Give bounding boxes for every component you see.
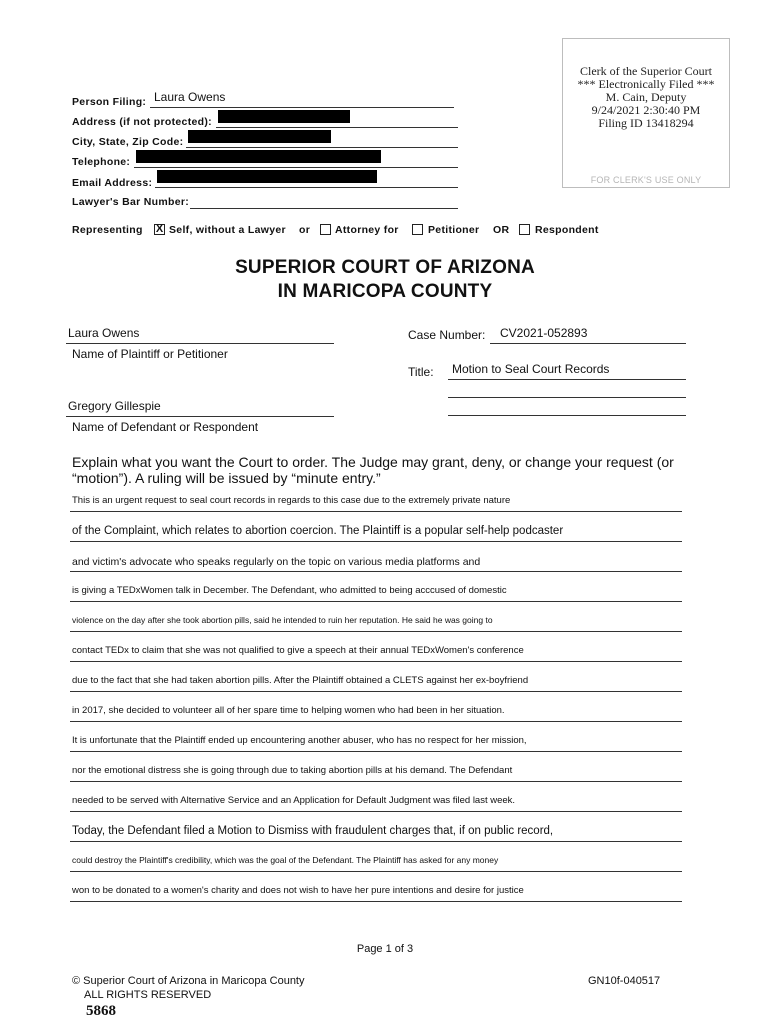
case-number-line (490, 343, 686, 344)
petitioner-label: Petitioner (428, 224, 480, 236)
self-without-lawyer-label: Self, without a Lawyer (169, 224, 286, 236)
person-filing-value: Laura Owens (154, 90, 226, 104)
bar-number-line (190, 208, 458, 209)
clerk-line: M. Cain, Deputy (605, 90, 687, 104)
telephone-label: Telephone: (72, 156, 131, 168)
email-label: Email Address: (72, 177, 153, 189)
motion-rule (70, 541, 682, 542)
city-state-zip-label: City, State, Zip Code: (72, 136, 184, 148)
title-line-1 (448, 379, 686, 380)
motion-text-line: This is an urgent request to seal court records in regards to this case due to the extremely private nature (72, 495, 511, 506)
plaintiff-name: Laura Owens (68, 326, 140, 340)
motion-rule (70, 901, 682, 902)
case-number-label: Case Number: (408, 328, 486, 342)
motion-text-line: is giving a TEDxWomen talk in December. The Defendant, who admitted to being acccused of domestic (72, 585, 507, 596)
case-number-value: CV2021-052893 (500, 326, 588, 340)
respondent-checkbox[interactable] (519, 224, 530, 235)
petitioner-checkbox[interactable] (412, 224, 423, 235)
title-line-3 (448, 415, 686, 416)
respondent-label: Respondent (535, 224, 599, 236)
plaintiff-line (66, 343, 334, 344)
title-value: Motion to Seal Court Records (452, 362, 610, 376)
defendant-name: Gregory Gillespie (68, 399, 161, 413)
title-line-2 (448, 397, 686, 398)
motion-rule (70, 601, 682, 602)
representing-label: Representing (72, 224, 143, 236)
bar-number-label: Lawyer's Bar Number: (72, 196, 190, 208)
telephone-line (134, 167, 458, 168)
form-code: GN10f-040517 (588, 975, 661, 987)
motion-text-line: Today, the Defendant filed a Motion to Dismiss with fraudulent charges that, if on public record, (72, 825, 554, 837)
instruction-line-1: Explain what you want the Court to order. The Judge may grant, deny, or change your request (or (72, 454, 674, 470)
city-redaction (188, 130, 331, 143)
motion-rule (70, 721, 682, 722)
motion-text-line: of the Complaint, which relates to abortion coercion. The Plaintiff is a popular self-help podcaster (72, 525, 564, 537)
or-text: or (299, 224, 311, 236)
motion-text-line: won to be donated to a women's charity and does not wish to have her pure intentions and desire for justice (72, 885, 524, 896)
address-label: Address (if not protected): (72, 116, 212, 128)
motion-rule (70, 811, 682, 812)
motion-rule (70, 841, 682, 842)
motion-text-line: It is unfortunate that the Plaintiff ended up encountering another abuser, who has no respect for her mission, (72, 735, 527, 746)
motion-rule (70, 511, 682, 512)
court-title-line1: SUPERIOR COURT OF ARIZONA (235, 257, 535, 278)
clerk-line: Filing ID 13418294 (598, 116, 694, 130)
clerk-stamp-box (562, 38, 730, 188)
person-filing-label: Person Filing: (72, 96, 147, 108)
clerk-stamp-text (563, 65, 729, 130)
rights-reserved-text: ALL RIGHTS RESERVED (84, 989, 212, 1001)
motion-rule (70, 751, 682, 752)
city-line (186, 147, 458, 148)
address-line (216, 127, 458, 128)
motion-rule (70, 691, 682, 692)
motion-rule (70, 871, 682, 872)
defendant-caption: Name of Defendant or Respondent (72, 420, 259, 434)
motion-text-line: nor the emotional distress she is going through due to taking abortion pills at his demand. The Defendant (72, 765, 513, 776)
instruction-line-2: “motion”). A ruling will be issued by “minute entry.” (72, 470, 381, 486)
motion-rule (70, 661, 682, 662)
court-title-line2: IN MARICOPA COUNTY (277, 281, 493, 302)
document-stamp-number: 5868 (86, 1003, 116, 1019)
motion-rule (70, 571, 682, 572)
attorney-for-label: Attorney for (335, 224, 399, 236)
motion-text-line: and victim's advocate who speaks regularly on the topic on various media platforms and (72, 556, 481, 568)
plaintiff-caption: Name of Plaintiff or Petitioner (72, 347, 228, 361)
motion-rule (70, 781, 682, 782)
clerk-use-only-label: FOR CLERK'S USE ONLY (590, 175, 702, 185)
email-line (155, 187, 458, 188)
motion-text-line: could destroy the Plaintiff's credibility, which was the goal of the Defendant. The Plaintiff has asked for any money (72, 855, 499, 865)
page-number: Page 1 of 3 (356, 943, 414, 955)
clerk-line: *** Electronically Filed *** (577, 77, 715, 91)
motion-rule (70, 631, 682, 632)
title-label: Title: (408, 365, 434, 379)
motion-text-line: needed to be served with Alternative Service and an Application for Default Judgment was filed last week. (72, 795, 516, 806)
motion-text-line: violence on the day after she took abortion pills, said he intended to ruin her reputation. He said he was going to (72, 615, 493, 625)
copyright-text: © Superior Court of Arizona in Maricopa County (72, 975, 305, 987)
person-filing-line (150, 107, 454, 108)
email-redaction (157, 170, 377, 183)
clerk-line: 9/24/2021 2:30:40 PM (591, 103, 701, 117)
attorney-checkbox[interactable] (320, 224, 331, 235)
motion-text-line: in 2017, she decided to volunteer all of her spare time to helping women who had been in her situation. (72, 705, 505, 716)
self-checkbox[interactable]: X (155, 223, 164, 235)
defendant-line (66, 416, 334, 417)
clerk-line: Clerk of the Superior Court (580, 64, 712, 78)
address-redaction (218, 110, 350, 123)
or-text-2: OR (493, 224, 510, 236)
telephone-redaction (136, 150, 381, 163)
motion-text-line: due to the fact that she had taken abortion pills. After the Plaintiff obtained a CLETS against her ex-boyfriend (72, 675, 529, 686)
motion-text-line: contact TEDx to claim that she was not qualified to give a speech at their annual TEDxWomen's conference (72, 645, 524, 656)
